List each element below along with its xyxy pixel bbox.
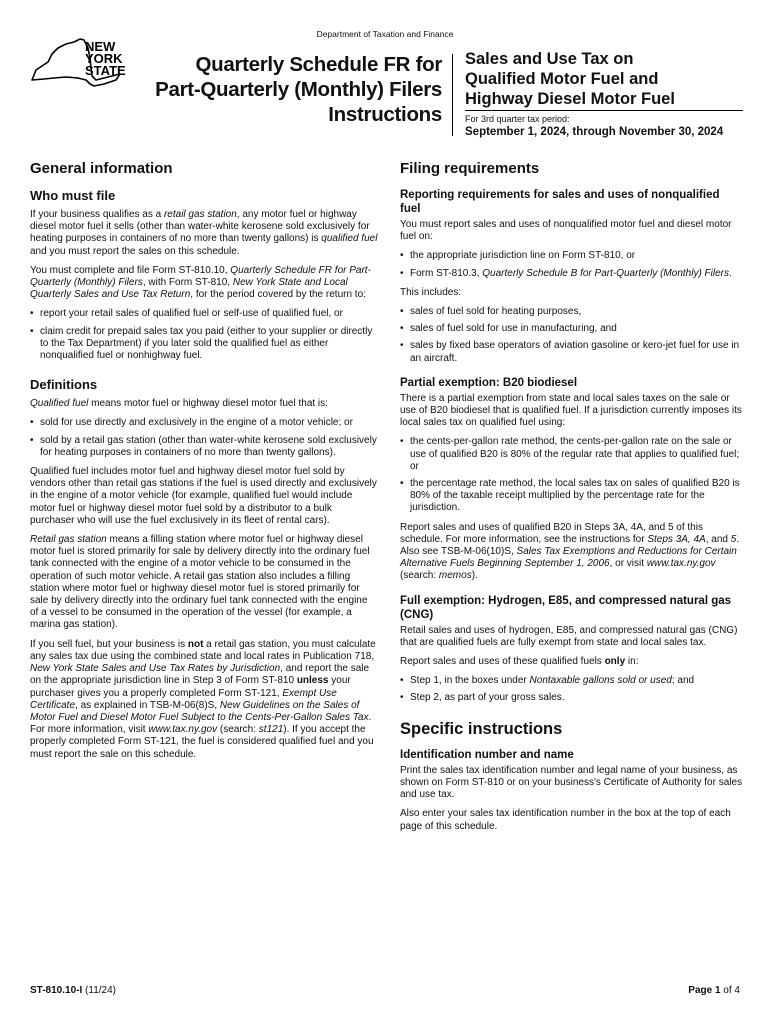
period-label: For 3rd quarter tax period: [465, 114, 570, 124]
logo-text-york: YORK [85, 51, 123, 66]
list-item: • sales of fuel sold for heating purposes, [400, 306, 743, 318]
list-item: • sales of fuel sold for use in manufacturing, and [400, 323, 743, 335]
tax-period: September 1, 2024, through November 30, 2024 [465, 126, 724, 138]
list-item: • Step 1, in the boxes under Nontaxable gallons sold or used; and [400, 675, 743, 687]
who-must-file-heading: Who must file [30, 188, 116, 203]
qualified-fuel-paragraph: Qualified fuel includes motor fuel and highway diesel motor fuel sold by vendors other than retail gas stations if the fuel is used directly and exclusively in the engine of a motor vehicle (for example, qualified fuel would include motor fuel or highway diesel motor fuel sold by a distributor to a bulk purchaser who will use the fuel exclusively in its fleet of rental cars). [30, 466, 377, 526]
full-exemption-heading: Full exemption: Hydrogen, E85, and compressed natural gas (CNG) [400, 594, 732, 621]
identification-heading: Identification number and name [400, 748, 574, 761]
new-york-state-map-icon [30, 36, 130, 90]
sub-title-line: Qualified Motor Fuel and [465, 70, 659, 88]
filing-requirements-heading: Filing requirements [400, 160, 540, 177]
reporting-list [400, 250, 743, 279]
partial-exemption-list [400, 436, 743, 514]
logo-text-new: NEW [85, 39, 116, 54]
sub-title-divider [465, 110, 743, 111]
reporting-paragraph: You must report sales and uses of nonqualified motor fuel and diesel motor fuel on: [400, 219, 732, 243]
list-item: • sales by fixed base operators of aviation gasoline or kero-jet fuel for use in an aircraft. [400, 340, 743, 364]
form-code: ST-810.10-I (11/24) [30, 985, 116, 996]
b20-report-paragraph: Report sales and uses of qualified B20 in Steps 3A, 4A, and 5 of this schedule. For more information, see the instructions for Steps 3A, 4A, and 5. Also see TSB-M-06(10)S, Sales Tax Exemptions and Reductions for Certain Alternative Fuels Beginning September 1, 2006, or visit www.tax.ny.gov (search: memos). [400, 521, 740, 582]
header-divider [452, 54, 453, 136]
who-must-file-paragraph: If your business qualifies as a retail gas station, any motor fuel or highway diesel motor fuel it sells (other than water-white kerosene sold exclusively for heating purposes in containers of no more than twenty gallons) is qualified fuel and you must report the sales on this schedule. [30, 209, 378, 257]
website-link[interactable]: www.tax.ny.gov [148, 724, 218, 736]
list-item: • the appropriate jurisdiction line on Form ST-810, or [400, 250, 743, 262]
identification-paragraph: Print the sales tax identification number and legal name of your business, as shown on Form ST-810 or on your business's Certificate of Authority for sales and use tax. [400, 764, 743, 801]
list-item: • Form ST-810.3, Quarterly Schedule B for Part-Quarterly (Monthly) Filers. [400, 268, 743, 280]
list-item: • the cents-per-gallon rate method, the cents-per-gallon rate on the sale or use of qualified B20 is 80% of the regular rate that applies to qualified fuel; or [400, 436, 743, 473]
general-information-heading: General information [30, 160, 173, 177]
report-only-paragraph: Report sales and uses of these qualified fuels only in: [400, 656, 639, 668]
website-link[interactable]: www.tax.ny.gov [646, 558, 716, 570]
identification-number-paragraph: Also enter your sales tax identification number in the box at the top of each page of this schedule. [400, 808, 731, 832]
reporting-requirements-heading: Reporting requirements for sales and uses of nonqualified fuel [400, 189, 720, 215]
main-title [120, 52, 442, 127]
qualified-fuel-list [30, 417, 378, 459]
department-name: Department of Taxation and Finance [316, 29, 454, 39]
main-title-line: Instructions [328, 103, 442, 126]
list-item: • report your retail sales of qualified fuel or self-use of qualified fuel, or [30, 308, 378, 320]
right-column [400, 160, 743, 840]
retail-gas-station-definition: Retail gas station means a filling station where motor fuel or highway diesel motor fuel is stored primarily for sale by delivery directly into the ordinary fuel tank connected with the engine of a motor vehicle to be consumed in the operation of such motor vehicle. A retail gas station also includes a filling station where motor fuel or highway diesel motor fuel is stored primarily for sale by delivery directly into the ordinary fuel tank connected with the engine of a vessel to be consumed in the operation of the vessel (for example, a marina gas station). [30, 534, 370, 631]
full-exemption-paragraph: Retail sales and uses of hydrogen, E85, and compressed natural gas (CNG) that are qualified fuels are fully exempt from state and local sales tax. [400, 624, 738, 648]
list-item: • sold for use directly and exclusively in the engine of a motor vehicle; or [30, 417, 378, 429]
partial-exemption-heading: Partial exemption: B20 biodiesel [400, 376, 578, 389]
who-must-file-list [30, 308, 378, 362]
definitions-heading: Definitions [30, 377, 98, 393]
sub-title-line: Sales and Use Tax on [465, 50, 634, 68]
left-column [30, 160, 378, 768]
includes-list [400, 306, 743, 365]
non-retail-paragraph: If you sell fuel, but your business is not a retail gas station, you must calculate any sales tax due using the combined state and local rates in Publication 718, New York State Sales and Use Tax Rates by Jurisdiction, and report the sale on the appropriate jurisdiction line in Step 3 of Form ST-810 unless your purchaser gives you a properly completed Form ST-121, Exempt Use Certificate, as explained in TSB-M-06(8)S, New Guidelines on the Sales of Motor Fuel and Diesel Motor Fuel Subject to the Cents-Per-Gallon Sales Tax. For more information, visit www.tax.ny.gov (search: st121). If you accept the properly completed Form ST-121, the fuel is considered qualified fuel and you must report the sale on this schedule. [30, 638, 376, 760]
sub-title [465, 49, 755, 109]
partial-exemption-paragraph: There is a partial exemption from state and local sales taxes on the sale or use of B20 biodiesel that is qualified fuel. If a jurisdiction currently imposes its local sales tax on qualified fuel using: [400, 392, 742, 429]
specific-instructions-heading: Specific instructions [400, 719, 563, 738]
list-item: • claim credit for prepaid sales tax you paid (either to your supplier or directly to the Tax Department) if you later sold the qualified fuel as either nonqualified fuel or nonhighway fuel. [30, 326, 378, 363]
sub-title-line: Highway Diesel Motor Fuel [465, 90, 675, 108]
qualified-fuel-definition: Qualified fuel means motor fuel or highway diesel motor fuel that is: [30, 398, 328, 410]
main-title-line: Part-Quarterly (Monthly) Filers [155, 78, 442, 101]
list-item: • the percentage rate method, the local sales tax on sales of qualified B20 is 80% of the taxable receipt multiplied by the percentage rate for the jurisdiction. [400, 478, 743, 515]
file-form-paragraph: You must complete and file Form ST-810.10, Quarterly Schedule FR for Part-Quarterly (Monthly) Filers, with Form ST-810, New York State and Local Quarterly Sales and Use Tax Return, for the period covered by the return to: [30, 264, 371, 301]
page-number: Page 1 of 4 [688, 985, 740, 996]
full-exemption-list [400, 675, 743, 704]
main-title-line: Quarterly Schedule FR for [195, 53, 442, 76]
logo-text-state: STATE [85, 63, 126, 78]
list-item: • sold by a retail gas station (other than water-white kerosene sold exclusively for heating purposes in containers of no more than twenty gallons). [30, 435, 378, 459]
this-includes-text: This includes: [400, 286, 462, 298]
new-york-state-logo [30, 36, 130, 95]
list-item: • Step 2, as part of your gross sales. [400, 692, 743, 704]
